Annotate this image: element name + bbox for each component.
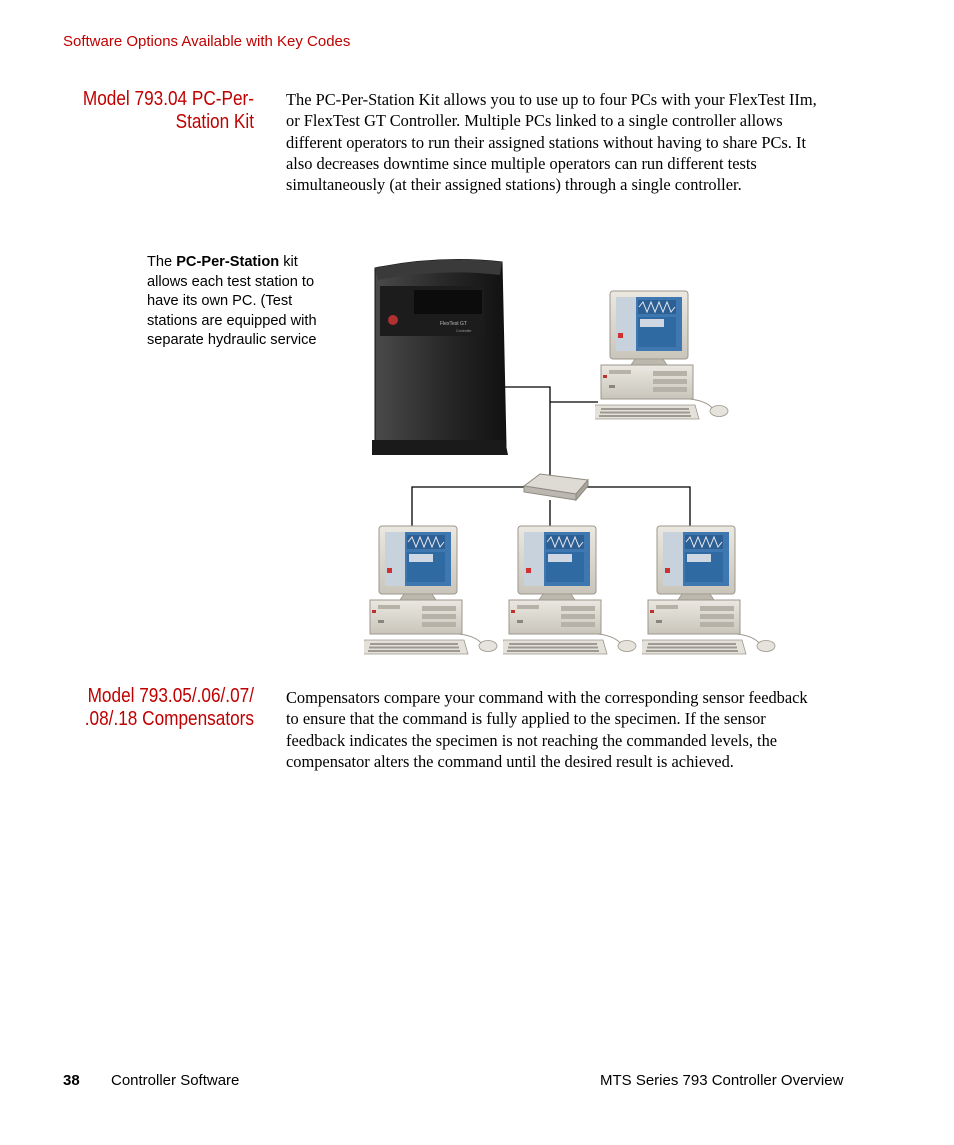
heading-line: Model 793.05/.06/.07/ [87,685,254,707]
footer-chapter: Controller Software [111,1072,240,1089]
body-line: or FlexTest GT Controller. Multiple PCs linked to a single controller allows [286,111,783,131]
section-body-compensators [286,687,866,772]
footer-book-title: MTS Series 793 Controller Overview [600,1072,844,1089]
caption-bold-term: PC-Per-Station [176,254,280,270]
body-line: Compensators compare your command with the corresponding sensor feedback [286,688,808,707]
running-header: Software Options Available with Key Codes [63,33,351,50]
flextest-controller-image [372,260,508,455]
network-hub-image [524,474,588,500]
body-line: also decreases downtime since multiple operators can run different tests [286,153,757,173]
heading-line: .08/.18 Compensators [84,708,254,730]
body-line: simultaneously (at their assigned stations) through a single controller. [286,175,742,195]
caption-line: allows each test station to [147,273,315,290]
page-number: 38 [63,1072,80,1089]
caption-line: separate hydraulic service [147,332,317,349]
caption-line: stations are equipped with [147,312,317,329]
section-heading-compensators [56,685,254,731]
controller-label: FlexTest GT [440,321,467,327]
body-line: different operators to run their assigned stations without having to share PCs. It [286,132,807,152]
caption-line: have its own PC. (Test [147,293,293,310]
workstation-image-top [593,291,728,419]
heading-line: Model 793.04 PC-Per- [82,88,254,110]
workstation-image-right [640,526,775,654]
heading-line: Station Kit [175,111,254,133]
body-line: The PC-Per-Station Kit allows you to use up to four PCs with your FlexTest IIm, [286,90,817,109]
workstation-image-center [501,526,636,654]
body-line: to ensure that the command is fully applied to the specimen. If the sensor [286,709,766,729]
controller-subtitle: Controller [456,329,472,333]
workstation-image-left [362,526,497,654]
body-line: feedback indicates the specimen is not reaching the commanded levels, the [286,730,778,750]
caption-first-line: The PC-Per-Station kit [147,254,298,270]
body-line: compensator alters the command until the desired result is achieved. [286,751,734,771]
